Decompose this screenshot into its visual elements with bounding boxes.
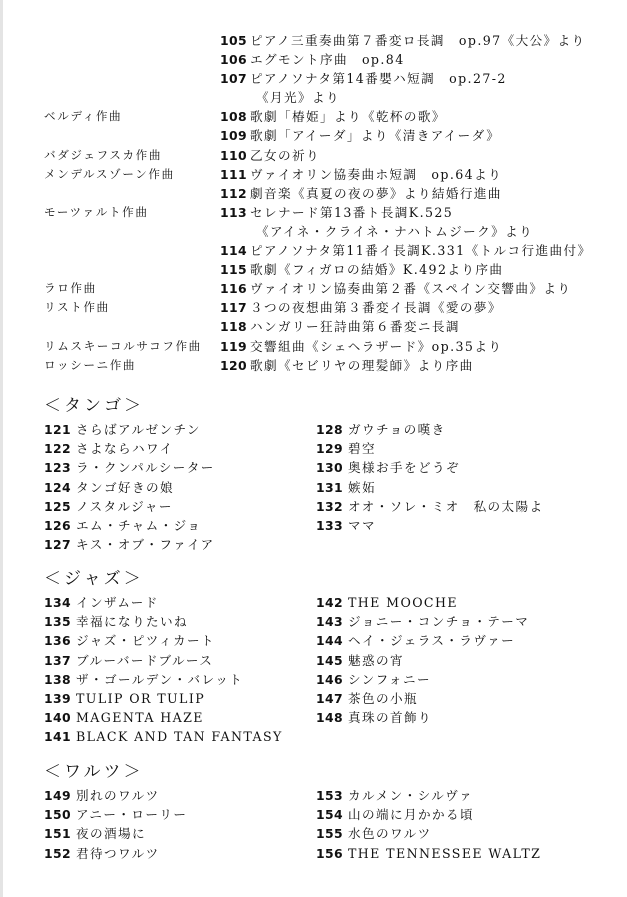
song-number: 107 xyxy=(220,71,248,87)
composer-name: リスト作曲 xyxy=(44,300,110,315)
song-title: さらばアルゼンチン xyxy=(76,422,201,437)
song-title: ラ・クンパルシーター xyxy=(76,460,215,476)
song-number: 108 xyxy=(220,109,248,125)
song-number: 128 xyxy=(316,422,344,437)
song-number: 118 xyxy=(220,319,248,335)
song-number: 133 xyxy=(316,517,344,533)
composer-name: メンデルスゾーン作曲 xyxy=(44,166,175,181)
song-number: 150 xyxy=(44,807,72,823)
song-title: 嫉妬 xyxy=(348,479,376,495)
song-number: 147 xyxy=(316,690,344,706)
song-title: 水色のワルツ xyxy=(348,826,432,842)
song-title: ３つの夜想曲第３番変イ長調《愛の夢》 xyxy=(250,300,502,316)
song-title: オオ・ソレ・ミオ 私の太陽よ xyxy=(348,498,544,514)
song-number: 138 xyxy=(44,671,72,687)
song-number: 127 xyxy=(44,537,72,553)
song-title: ヴァイオリン協奏曲第２番《スペイン交響曲》より xyxy=(250,281,572,297)
song-title: ヴァイオリン協奏曲ホ短調 op.64より xyxy=(250,166,503,182)
song-title: ブルーバードブルース xyxy=(76,652,214,668)
song-title: TULIP OR TULIP xyxy=(76,690,206,706)
song-title: ピアノ三重奏曲第７番変ロ長調 op.97《大公》より xyxy=(250,33,586,48)
song-number: 134 xyxy=(44,595,72,610)
song-number: 111 xyxy=(220,166,248,182)
song-number: 121 xyxy=(44,422,72,437)
song-title: 夜の酒場に xyxy=(76,826,146,842)
song-title: BLACK AND TAN FANTASY xyxy=(76,729,283,745)
song-title: 別れのワルツ xyxy=(76,788,160,803)
song-number: 114 xyxy=(220,243,248,259)
song-number: 144 xyxy=(316,633,344,649)
song-title: 歌劇《セビリヤの理髪師》より序曲 xyxy=(250,357,474,373)
song-number: 129 xyxy=(316,441,344,457)
song-title: 乙女の祈り xyxy=(250,147,320,163)
section-heading: ＜ジャズ＞ xyxy=(44,569,144,589)
song-number: 116 xyxy=(220,281,248,297)
song-title: インザムード xyxy=(76,595,159,610)
song-number: 149 xyxy=(44,788,72,803)
song-title: アニー・ローリー xyxy=(76,807,188,823)
song-number: 156 xyxy=(316,845,344,861)
song-number: 115 xyxy=(220,262,248,278)
composer-name: リムスキーコルサコフ作曲 xyxy=(44,338,202,353)
song-number: 151 xyxy=(44,826,72,842)
song-title: 山の端に月かかる頃 xyxy=(348,807,474,823)
song-number: 135 xyxy=(44,614,72,630)
song-number: 131 xyxy=(316,479,344,495)
section-heading: ＜ワルツ＞ xyxy=(44,762,144,782)
song-title: 幸福になりたいね xyxy=(76,614,188,630)
song-title: ママ xyxy=(348,517,376,533)
tango-section xyxy=(44,392,604,553)
song-number: 119 xyxy=(220,338,248,354)
song-title: 交響組曲《シェヘラザード》op.35より xyxy=(250,338,503,354)
song-title: THE TENNESSEE WALTZ xyxy=(348,845,542,861)
song-number: 139 xyxy=(44,690,72,706)
song-number: 155 xyxy=(316,826,344,842)
song-number: 146 xyxy=(316,671,344,687)
song-number: 117 xyxy=(220,300,248,316)
song-title: エム・チャム・ジョ xyxy=(76,517,202,533)
song-title: ザ・ゴールデン・バレット xyxy=(76,671,244,687)
song-number: 113 xyxy=(220,204,248,220)
song-number: 141 xyxy=(44,729,72,745)
jazz-section xyxy=(44,565,604,745)
song-title: 真珠の首飾り xyxy=(348,710,432,726)
song-number: 124 xyxy=(44,479,72,495)
song-title: ピアノソナタ第14番嬰ハ短調 op.27-2 xyxy=(250,71,507,87)
song-title: ジョニー・コンチョ・テーマ xyxy=(348,614,530,630)
song-title: 君待つワルツ xyxy=(76,845,160,861)
song-title: ジャズ・ピツィカート xyxy=(76,633,215,649)
song-number: 136 xyxy=(44,633,72,649)
song-title: さよならハワイ xyxy=(76,441,174,457)
song-title: 歌劇「アイーダ」より《清きアイーダ》 xyxy=(250,128,501,144)
song-title: ノスタルジャー xyxy=(76,498,173,514)
song-title: タンゴ好きの娘 xyxy=(76,479,174,495)
song-title: 魅惑の宵 xyxy=(348,652,404,668)
song-title: シンフォニー xyxy=(348,671,432,687)
song-number: 122 xyxy=(44,441,72,457)
song-number: 154 xyxy=(316,807,344,823)
song-title: 奥様お手をどうぞ xyxy=(348,460,460,476)
song-number: 112 xyxy=(220,185,248,201)
composer-name: ベルディ作曲 xyxy=(44,109,123,124)
song-number: 110 xyxy=(220,147,248,163)
song-title: MAGENTA HAZE xyxy=(76,710,204,726)
song-number: 123 xyxy=(44,460,72,476)
song-number: 140 xyxy=(44,710,72,726)
song-title: THE MOOCHE xyxy=(348,595,458,610)
song-number: 152 xyxy=(44,845,72,861)
song-number: 132 xyxy=(316,498,344,514)
song-number: 153 xyxy=(316,788,344,803)
song-number: 130 xyxy=(316,460,344,476)
song-title: 《アイネ・クライネ・ナハトムジーク》より xyxy=(256,223,534,239)
song-title: ガウチョの嘆き xyxy=(348,422,446,437)
song-title: 劇音楽《真夏の夜の夢》より結婚行進曲 xyxy=(250,185,502,201)
composer-name: ロッシーニ作曲 xyxy=(44,357,137,372)
song-number: 126 xyxy=(44,517,72,533)
song-title: 《月光》より xyxy=(256,90,340,106)
song-number: 120 xyxy=(220,357,248,373)
song-number: 125 xyxy=(44,498,72,514)
song-number: 148 xyxy=(316,710,344,726)
song-number: 105 xyxy=(220,33,248,48)
composer-name: モーツァルト作曲 xyxy=(44,204,149,219)
song-title: ピアノソナタ第11番イ長調K.331《トルコ行進曲付》 xyxy=(250,243,592,259)
song-title: 碧空 xyxy=(348,441,376,457)
song-title: ヘイ・ジェラス・ラヴァー xyxy=(348,633,516,649)
song-title: 歌劇《フィガロの結婚》K.492より序曲 xyxy=(250,262,504,278)
waltz-section xyxy=(44,758,604,861)
song-title: エグモント序曲 op.84 xyxy=(250,52,405,68)
composer-name: ラロ作曲 xyxy=(44,281,97,296)
song-title: 歌劇「椿姫」より《乾杯の歌》 xyxy=(250,109,446,125)
song-number: 145 xyxy=(316,652,344,668)
song-number: 137 xyxy=(44,652,72,668)
song-title: ハンガリー狂詩曲第６番変ニ長調 xyxy=(250,319,460,335)
section-heading: ＜タンゴ＞ xyxy=(44,396,144,416)
song-title: カルメン・シルヴァ xyxy=(348,788,474,803)
composer-name: バダジェフスカ作曲 xyxy=(44,147,163,162)
song-title: セレナード第13番ト長調K.525 xyxy=(250,204,454,220)
song-number: 106 xyxy=(220,52,248,68)
song-number: 143 xyxy=(316,614,344,630)
song-number: 142 xyxy=(316,595,344,610)
song-title: キス・オブ・ファイア xyxy=(76,537,215,553)
song-number: 109 xyxy=(220,128,248,144)
song-title: 茶色の小瓶 xyxy=(348,690,418,706)
